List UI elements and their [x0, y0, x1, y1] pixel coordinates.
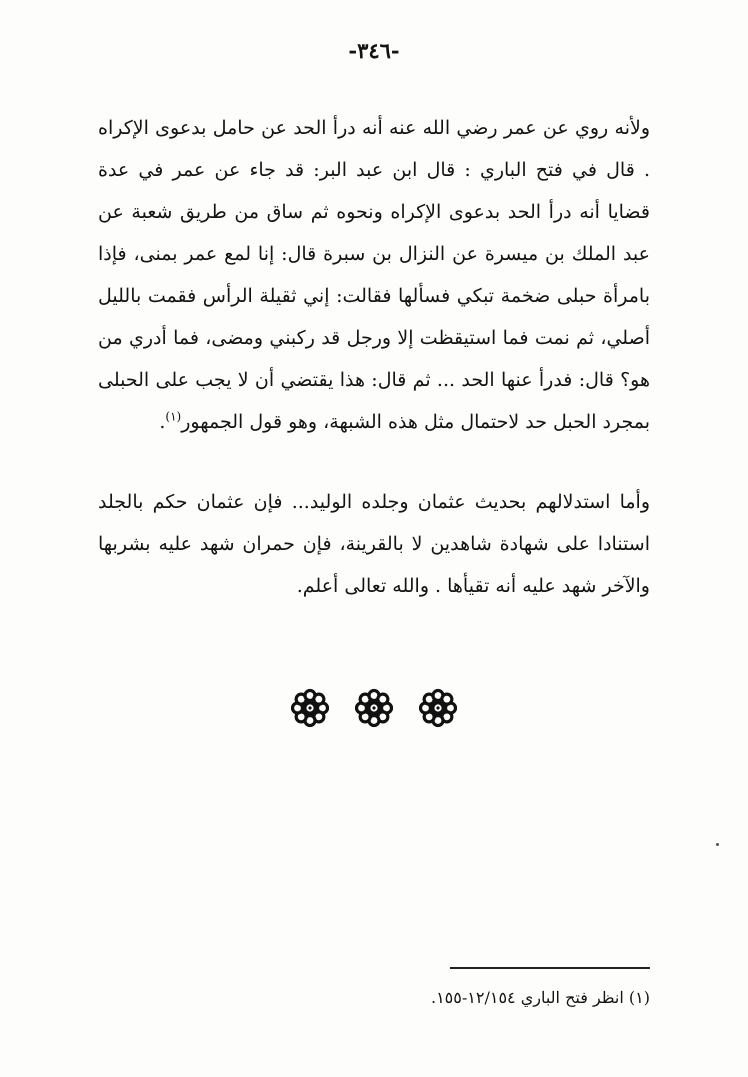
footnote [250, 988, 650, 1007]
paragraph-text: وأما استدلالهم بحديث عثمان وجلده الوليد... فإن عثمان حكم بالجلد استنادا على شهادة شاهدين لا بالقرينة، فإن حمران شهد عليه بشربها والآخر شهد عليه أنه تقيأها . والله تعالى أعلم. [98, 491, 650, 597]
page-number: -٣٤٦- [348, 38, 400, 63]
scan-speck [716, 843, 719, 846]
flower-ornament-graphic [289, 687, 331, 729]
petal-hollow [379, 696, 386, 703]
flower-center-dot [372, 706, 375, 709]
flower-ornament-graphic [417, 687, 459, 729]
flower-center-dot [436, 706, 439, 709]
flower-ornament-graphic [353, 687, 395, 729]
flower-ornament-icon [353, 687, 395, 729]
footnote-marker: (١) [628, 988, 650, 1007]
footnote-separator [450, 967, 650, 969]
flower-center-dot [308, 706, 311, 709]
footnote-reference[interactable]: (١) [165, 409, 182, 424]
paragraph-text: ولأنه روي عن عمر رضي الله عنه أنه درأ الحد عن حامل بدعوى الإكراه . قال في فتح الباري : قال ابن عبد البر: قد جاء عن عمر في عدة قضايا أنه درأ الحد بدعوى الإكراه ونحوه ثم ساق من طريق شعبة عن عبد الملك بن ميسرة عن النزال بن سبرة قال: إنا لمع عمر بمنى، فإذا بامرأة حبلى ضخمة تبكي فسألها فقالت: إني ثقيلة الرأس فقمت بالليل أصلي، ثم نمت فما استيقظت إلا ورجل قد ركبني ومضى، فما أدري من هو؟ قال: فدرأ عنها الحد ... ثم قال: هذا يقتضي أن لا يجب على الحبلى بمجرد الحبل حد لاحتمال مثل هذه الشبهة، وهو قول الجمهور [98, 117, 650, 433]
paragraph-end-punctuation: . [159, 411, 166, 433]
paragraph-first [98, 107, 650, 443]
footnote-text: انظر فتح الباري ١٢/١٥٤-١٥٥. [430, 988, 624, 1007]
petal-hollow [443, 696, 450, 703]
section-divider-ornaments [0, 687, 748, 729]
flower-ornament-icon [289, 687, 331, 729]
paragraph-second [98, 481, 650, 607]
flower-ornament-icon [417, 687, 459, 729]
petal-hollow [315, 696, 322, 703]
